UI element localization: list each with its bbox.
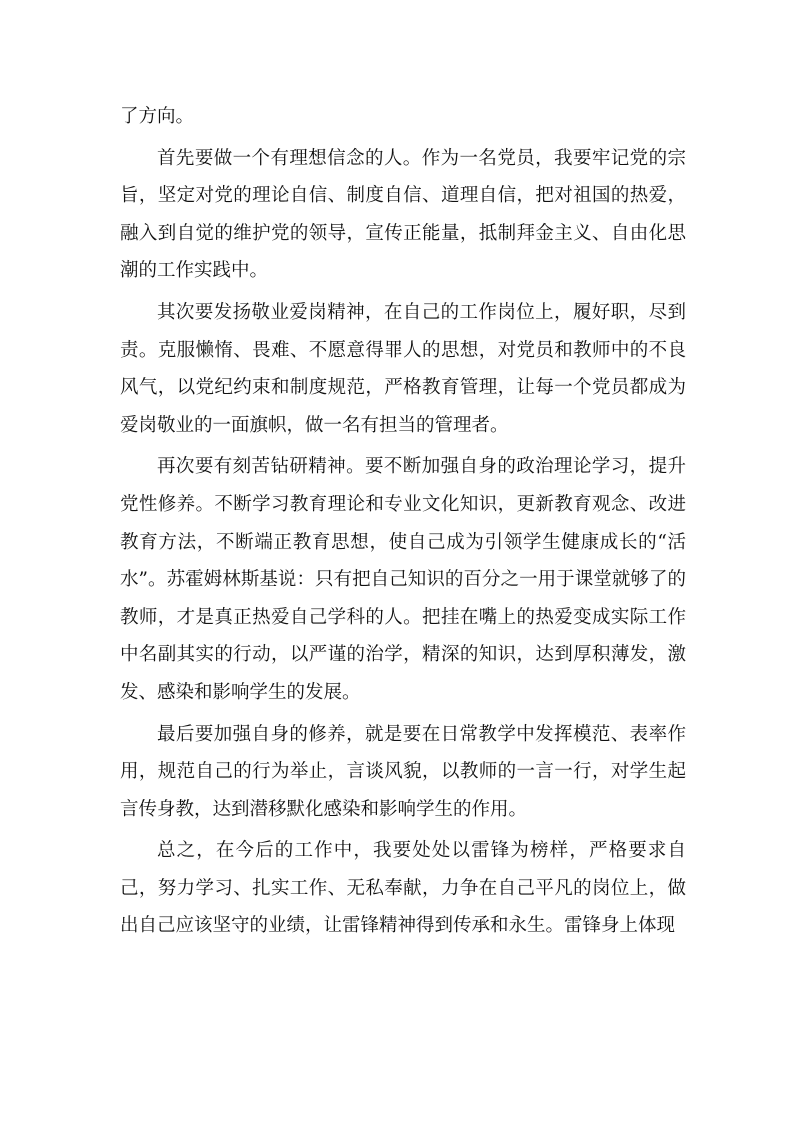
paragraph-dedication: 其次要发扬敬业爱岗精神，在自己的工作岗位上，履好职，尽到责。克服懒惰、畏难、不愿意得罪人的思想，对党员和教师中的不良风气，以党纪约束和制度规范，严格教育管理，让每一个党员都成为爱岗敬业的一面旗帜，做一名有担当的管理者。 bbox=[120, 301, 686, 436]
paragraph-conclusion: 总之，在今后的工作中，我要处处以雷锋为榜样，严格要求自己，努力学习、扎实工作、无私奉献，力争在自己平凡的岗位上，做出自己应该坚守的业绩，让雷锋精神得到传承和永生。雷锋身上体现 bbox=[120, 840, 686, 937]
document-body bbox=[120, 98, 686, 949]
paragraph-self-cultivation: 最后要加强自身的修养，就是要在日常教学中发挥模范、表率作用，规范自己的行为举止，言谈风貌，以教师的一言一行，对学生起言传身教，达到潜移默化感染和影响学生的作用。 bbox=[120, 723, 686, 820]
paragraph-study: 再次要有刻苦钻研精神。要不断加强自身的政治理论学习，提升党性修养。不断学习教育理论和专业文化知识，更新教育观念、改进教育方法，不断端正教育思想，使自己成为引领学生健康成长的“活水”。苏霍姆林斯基说：只有把自己知识的百分之一用于课堂就够了的教师，才是真正热爱自己学科的人。把挂在嘴上的热爱变成实际工作中名副其实的行动，以严谨的治学，精深的知识，达到厚积薄发，激发、感染和影响学生的发展。 bbox=[120, 456, 686, 703]
paragraph-ideals: 首先要做一个有理想信念的人。作为一名党员，我要牢记党的宗旨，坚定对党的理论自信、制度自信、道理自信，把对祖国的热爱，融入到自觉的维护党的领导，宣传正能量，抵制拜金主义、自由化思潮的工作实践中。 bbox=[120, 147, 686, 282]
paragraph-continuation: 了方向。 bbox=[120, 106, 195, 127]
